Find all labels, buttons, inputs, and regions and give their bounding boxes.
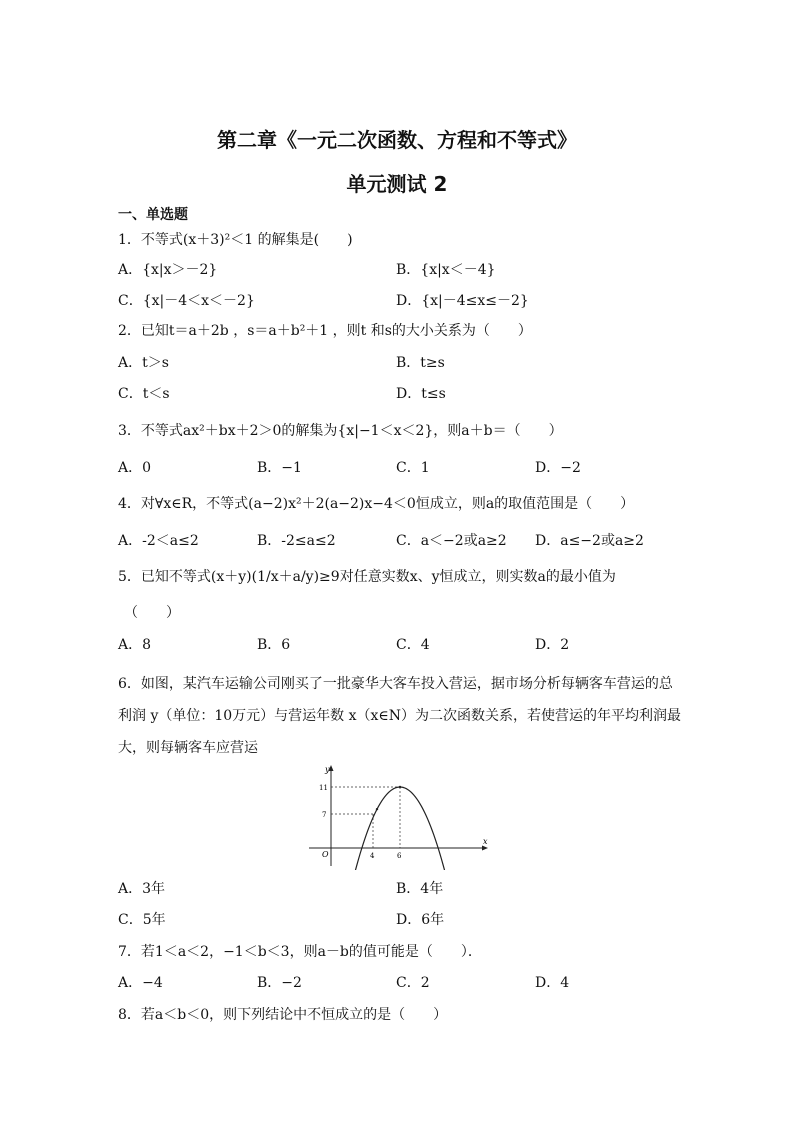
question-1-option-c: C．{x|－4＜x＜－2}	[118, 293, 255, 309]
question-2-option-c: C．t＜s	[118, 386, 170, 402]
parabola-figure	[305, 762, 495, 870]
question-7-stem: 7．若1＜a＜2，−1＜b＜3，则a－b的值可能是（ ）．	[118, 944, 482, 960]
question-5-stem-continued: （ ）	[124, 605, 180, 621]
question-3-option-b: B．−1	[257, 460, 302, 476]
question-6-option-b: B．4年	[396, 881, 444, 897]
question-5-stem: 5．已知不等式(x＋y)(1/x＋a/y)≥9对任意实数x、y恒成立，则实数a的最小值为	[118, 569, 616, 585]
question-2-option-a: A．t＞s	[118, 355, 169, 371]
question-1-option-d: D．{x|－4≤x≤－2}	[396, 293, 529, 309]
x-tick-4: 4	[370, 852, 375, 860]
y-tick-7: 7	[322, 811, 327, 819]
question-5-option-d: D．2	[535, 637, 570, 653]
y-axis-label: y	[325, 765, 330, 774]
question-3-option-a: A．0	[118, 460, 152, 476]
question-4-option-c: C．a＜−2或a≥2	[396, 533, 507, 549]
x-axis-arrow	[482, 846, 488, 851]
question-3-option-c: C．1	[396, 460, 430, 476]
question-3-stem: 3．不等式ax²＋bx＋2＞0的解集为{x|−1＜x＜2}，则a＋b＝（ ）	[118, 423, 563, 439]
question-3-option-d: D．−2	[535, 460, 581, 476]
question-7-option-a: A．−4	[118, 975, 163, 991]
question-4-option-b: B．-2≤a≤2	[257, 533, 336, 549]
question-8-stem: 8．若a＜b＜0，则下列结论中不恒成立的是（ ）	[118, 1007, 448, 1023]
question-5-option-c: C．4	[396, 637, 430, 653]
question-6-stem-line-2: 利润 y（单位：10万元）与营运年数 x（x∈N）为二次函数关系，若使营运的年平均利润最	[118, 708, 682, 724]
question-4-option-a: A．-2＜a≤2	[118, 533, 199, 549]
origin-label: O	[322, 850, 329, 859]
question-6-stem-line-3: 大，则每辆客车应营运	[118, 740, 258, 756]
question-7-option-c: C．2	[396, 975, 430, 991]
question-6-option-c: C．5年	[118, 912, 166, 928]
point-4-7	[376, 808, 378, 810]
x-axis-label: x	[483, 837, 488, 846]
section-heading: 一、单选题	[118, 207, 188, 223]
question-7-option-d: D．4	[535, 975, 570, 991]
question-4-stem: 4．对∀x∈R，不等式(a−2)x²＋2(a−2)x−4＜0恒成立，则a的取值范围是（ ）	[118, 496, 635, 512]
question-1-option-b: B．{x|x＜－4}	[396, 262, 496, 278]
question-6-stem-line-1: 6．如图，某汽车运输公司刚买了一批豪华大客车投入营运，据市场分析每辆客车营运的总	[118, 676, 673, 692]
question-7-option-b: B．−2	[257, 975, 302, 991]
question-5-option-a: A．8	[118, 637, 152, 653]
x-tick-6: 6	[397, 852, 402, 860]
question-2-option-d: D．t≤s	[396, 386, 446, 402]
question-6-option-a: A．3年	[118, 881, 166, 897]
question-6-option-d: D．6年	[396, 912, 445, 928]
question-2-option-b: B．t≥s	[396, 355, 445, 371]
question-1-stem: 1．不等式(x＋3)²＜1 的解集是( )	[118, 232, 353, 248]
page-title: 第二章《一元二次函数、方程和不等式》	[217, 128, 577, 152]
question-5-option-b: B．6	[257, 637, 291, 653]
question-4-option-d: D．a≤−2或a≥2	[535, 533, 644, 549]
question-2-stem: 2．已知t＝a＋2b ，s＝a＋b²＋1 ，则t 和s的大小关系为（ ）	[118, 323, 532, 339]
point-6-11	[399, 786, 401, 788]
question-1-option-a: A．{x|x＞－2}	[118, 262, 218, 278]
y-tick-11: 11	[319, 784, 328, 792]
page-subtitle: 单元测试 2	[346, 172, 448, 196]
